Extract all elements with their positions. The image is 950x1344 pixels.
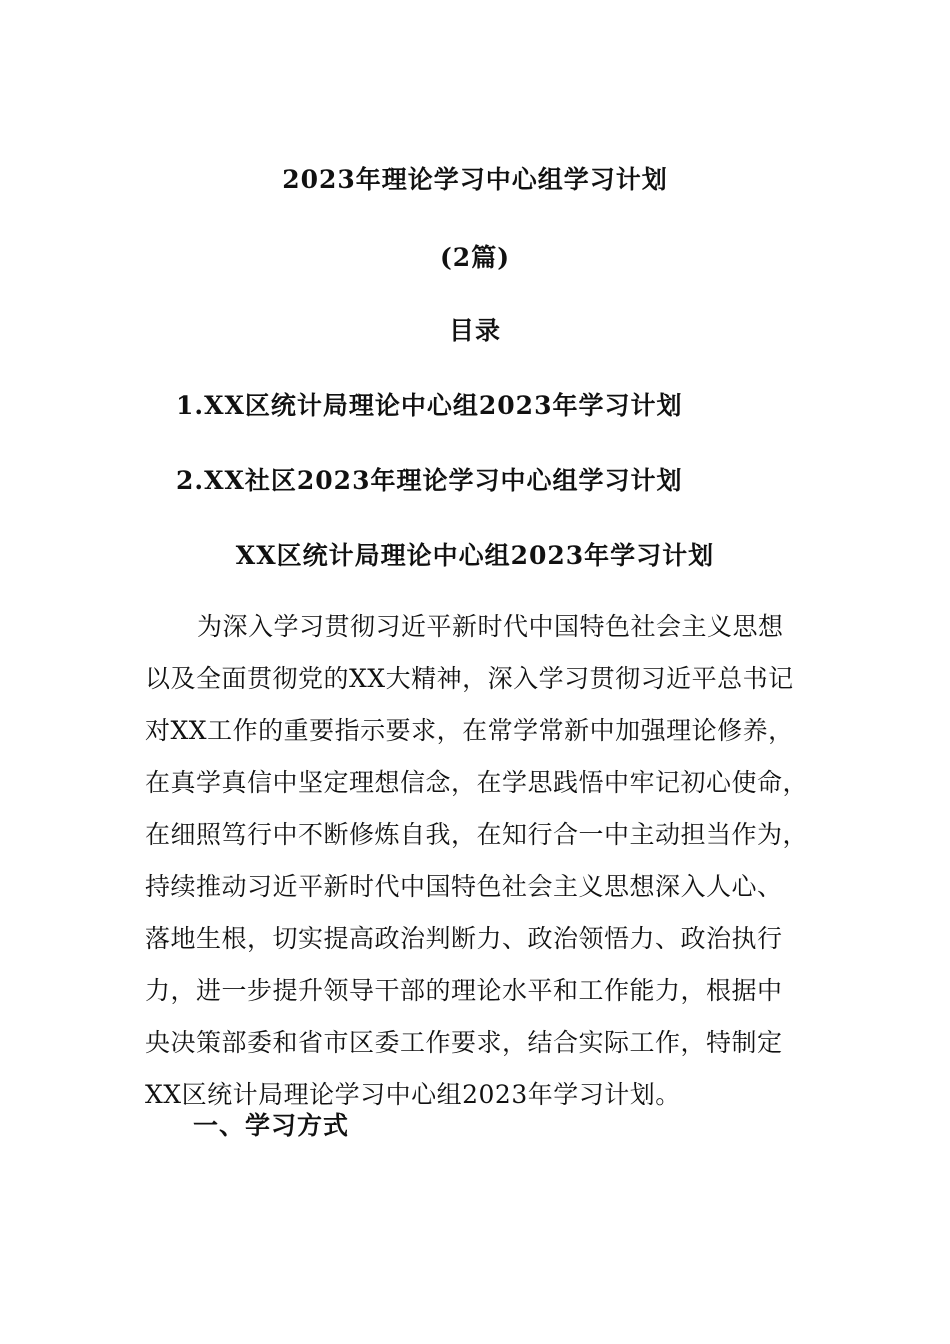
- paragraph-line: XX区统计局理论学习中心组2023年学习计划。: [145, 1080, 681, 1109]
- article-title: XX区统计局理论中心组2023年学习计划: [235, 541, 715, 570]
- paragraph-line: 持续推动习近平新时代中国特色社会主义思想深入人心、: [145, 872, 783, 901]
- paragraph-line: 力，进一步提升领导干部的理论水平和工作能力，根据中: [145, 976, 783, 1005]
- paragraph-line: 为深入学习贯彻习近平新时代中国特色社会主义思想: [197, 612, 784, 641]
- toc-heading: 目录: [448, 316, 501, 345]
- paragraph-line: 落地生根，切实提高政治判断力、政治领悟力、政治执行: [145, 924, 783, 953]
- paragraph-line: 以及全面贯彻党的XX大精神，深入学习贯彻习近平总书记: [145, 664, 794, 693]
- section-heading: 一、学习方式: [193, 1111, 350, 1140]
- paragraph-line: 央决策部委和省市区委工作要求，结合实际工作，特制定: [145, 1028, 783, 1057]
- body-paragraph: [145, 609, 809, 1129]
- paragraph-line: 对XX工作的重要指示要求，在常学常新中加强理论修养，: [145, 716, 794, 745]
- document-title: 2023年理论学习中心组学习计划: [282, 165, 668, 194]
- toc-item-1: 1.XX区统计局理论中心组2023年学习计划: [176, 391, 683, 420]
- paragraph-line: 在真学真信中坚定理想信念，在学思践悟中牢记初心使命，: [145, 768, 809, 797]
- toc-item-2: 2.XX社区2023年理论学习中心组学习计划: [176, 466, 683, 495]
- paragraph-line: 在细照笃行中不断修炼自我，在知行合一中主动担当作为，: [145, 820, 809, 849]
- document-count: (2篇): [439, 243, 511, 272]
